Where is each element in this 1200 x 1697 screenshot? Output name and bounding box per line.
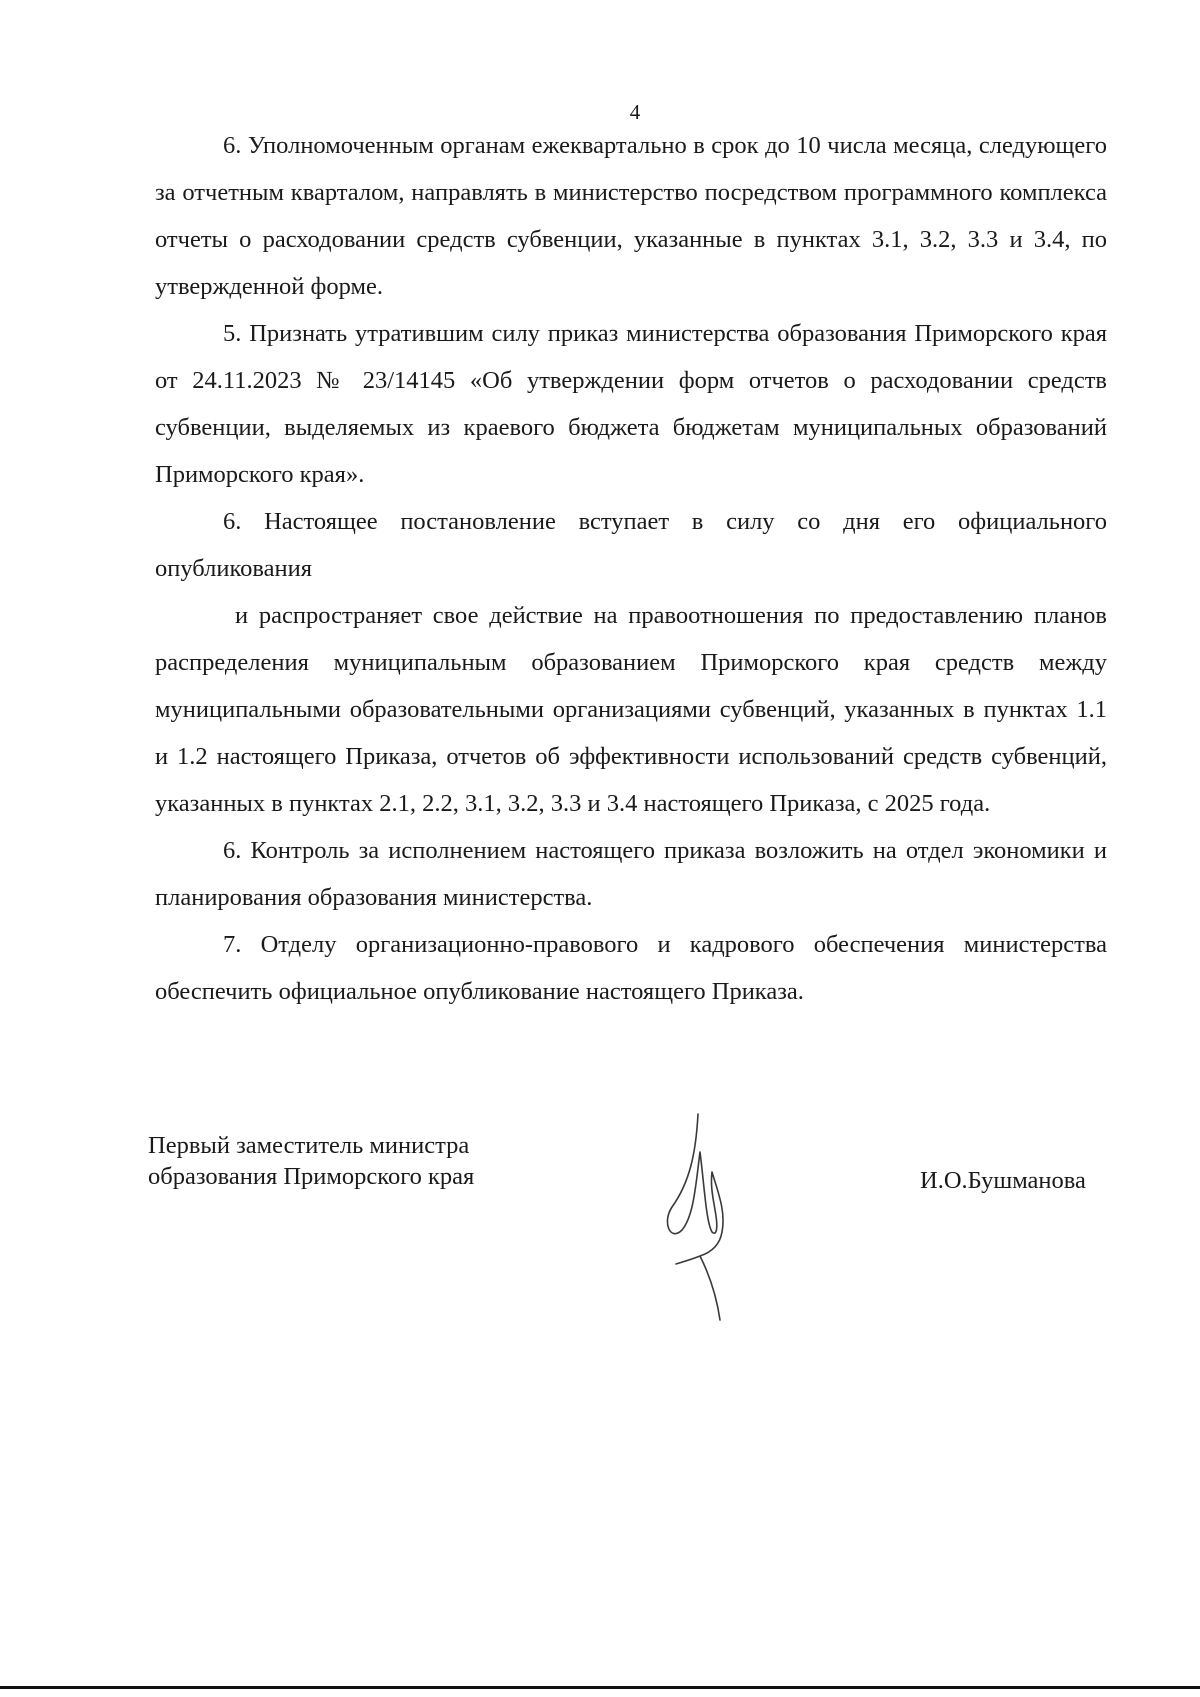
document-body [155,122,1107,1015]
page-bottom-border [0,1686,1200,1689]
signatory-title-line1: Первый заместитель министра [148,1132,470,1159]
paragraph-reports-deadline: 6. Уполномоченным органам ежеквартально в срок до 10 числа месяца, следующего за отчетным кварталом, направлять в министерство посредством программного комплекса отчеты о расходовании средств субвенции, указанные в пунктах 3.1, 3.2, 3.3 и 3.4, по утвержденной форме. [155,132,1107,300]
signatory-name: И.О.Бушманова [920,1167,1086,1194]
signatory-title-line2: образования Приморского края [148,1163,475,1190]
paragraph-repeal-order: 5. Признать утратившим силу приказ министерства образования Приморского края от 24.11.2023 № 23/14145 «Об утверждении форм отчетов о расходовании средств субвенции, выделяемых из краевого бюджета бюджетам муниципальных образований Приморского края». [155,320,1107,488]
signatory-title [148,1130,474,1192]
paragraph-publication: опубликования [155,555,313,582]
page-number: 4 [629,100,641,124]
handwritten-signature [660,1112,750,1337]
paragraph-retroactive-effect: и распространяет свое действие на правоотношения по предоставлению планов распределения муниципальным образованием Приморского края средств между муниципальными образовательными организациями субвенций, указанных в пунктах 1.1 и 1.2 настоящего Приказа, отчетов об эффективности использований средств субвенций, указанных в пунктах 2.1, 2.2, 3.1, 3.2, 3.3 и 3.4 настоящего Приказа, с 2025 года. [155,602,1107,817]
paragraph-effective-date: 6. Настоящее постановление вступает в силу со дня его официального [223,508,1107,535]
paragraph-control: 6. Контроль за исполнением настоящего приказа возложить на отдел экономики и планирования образования министерства. [155,837,1107,911]
paragraph-publication-order: 7. Отделу организационно-правового и кадрового обеспечения министерства обеспечить официальное опубликование настоящего Приказа. [155,931,1107,1005]
